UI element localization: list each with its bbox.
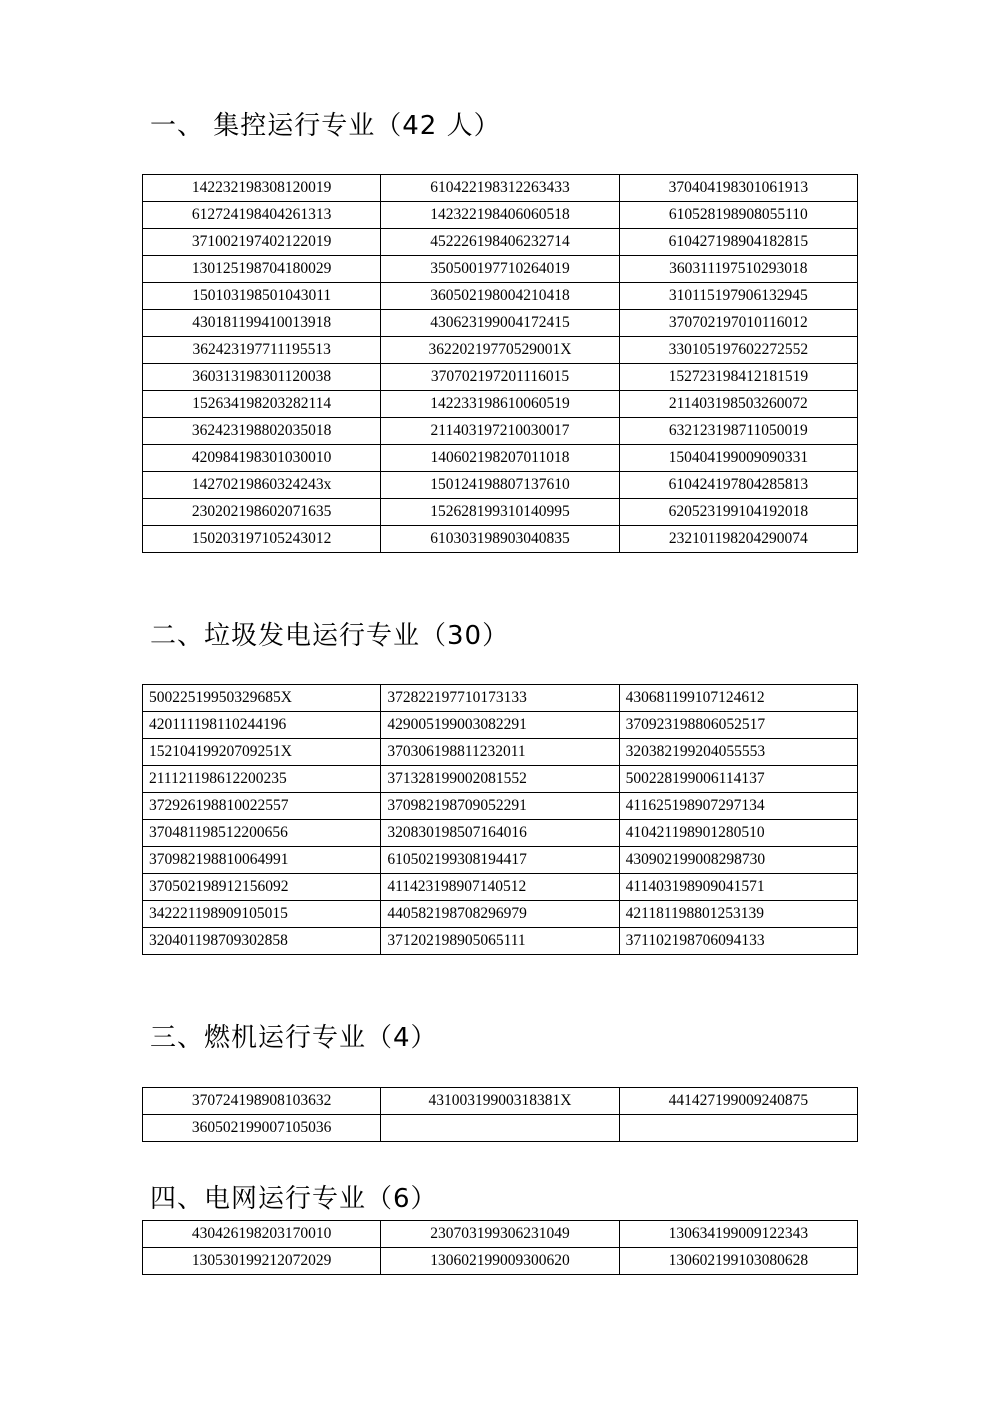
id-table-2 [142,684,858,955]
id-number-cell: 452226198406232714 [381,229,619,256]
id-number-cell: 150203197105243012 [143,526,381,553]
id-number-cell: 150404199009090331 [619,445,857,472]
table-row [143,283,858,310]
table-row [143,1115,858,1142]
id-number-cell: 371102198706094133 [619,928,857,955]
table-row [143,712,858,739]
id-number-cell: 232101198204290074 [619,526,857,553]
id-table-body [143,1221,858,1275]
id-number-cell: 370982198810064991 [143,847,381,874]
id-number-cell: 130530199212072029 [143,1248,381,1275]
id-number-cell: 362423198802035018 [143,418,381,445]
id-number-cell: 500228199006114137 [619,766,857,793]
id-number-cell: 370982198709052291 [381,793,619,820]
table-row [143,526,858,553]
id-table-body [143,1088,858,1142]
id-number-cell: 150124198807137610 [381,472,619,499]
id-number-cell: 310115197906132945 [619,283,857,310]
id-number-cell: 152723198412181519 [619,364,857,391]
table-row [143,847,858,874]
table-row [143,685,858,712]
id-number-cell: 370724198908103632 [143,1088,381,1115]
section-title-4: 四、电网运行专业（6） [150,1184,438,1214]
id-number-cell: 610502199308194417 [381,847,619,874]
id-number-cell: 612724198404261313 [143,202,381,229]
id-number-cell: 370481198512200656 [143,820,381,847]
id-number-cell: 410421198901280510 [619,820,857,847]
table-row [143,418,858,445]
id-number-cell: 15210419920709251X [143,739,381,766]
table-row [143,391,858,418]
id-number-cell: 370502198912156092 [143,874,381,901]
table-row [143,901,858,928]
id-number-cell: 350500197710264019 [381,256,619,283]
table-row [143,820,858,847]
section-title-1: 一、 集控运行专业（42 人） [150,111,501,141]
section-title-2: 二、垃圾发电运行专业（30） [150,621,510,651]
table-row [143,1088,858,1115]
id-number-cell: 360311197510293018 [619,256,857,283]
id-number-cell: 372926198810022557 [143,793,381,820]
id-number-cell: 230703199306231049 [381,1221,619,1248]
table-row [143,445,858,472]
id-number-cell: 43100319900318381X [381,1088,619,1115]
id-number-cell: 610424197804285813 [619,472,857,499]
table-row [143,793,858,820]
id-number-cell: 632123198711050019 [619,418,857,445]
id-number-cell: 371002197402122019 [143,229,381,256]
table-row [143,337,858,364]
section-title-3: 三、燃机运行专业（4） [150,1023,438,1053]
id-number-cell: 620523199104192018 [619,499,857,526]
id-number-cell: 14270219860324243x [143,472,381,499]
id-number-cell: 342221198909105015 [143,901,381,928]
table-row [143,874,858,901]
id-number-cell: 360502198004210418 [381,283,619,310]
table-row [143,1221,858,1248]
table-row [143,1248,858,1275]
table-row [143,766,858,793]
id-number-cell [381,1115,619,1142]
id-number-cell: 230202198602071635 [143,499,381,526]
id-table-body [143,175,858,553]
id-table-4 [142,1220,858,1275]
id-table-3 [142,1087,858,1142]
id-number-cell: 440582198708296979 [381,901,619,928]
id-number-cell: 420984198301030010 [143,445,381,472]
table-row [143,364,858,391]
id-number-cell: 152634198203282114 [143,391,381,418]
id-number-cell: 150103198501043011 [143,283,381,310]
id-number-cell: 429005199003082291 [381,712,619,739]
id-number-cell: 421181198801253139 [619,901,857,928]
id-number-cell: 411625198907297134 [619,793,857,820]
id-number-cell: 130125198704180029 [143,256,381,283]
id-number-cell: 211403198503260072 [619,391,857,418]
id-number-cell: 211403197210030017 [381,418,619,445]
id-number-cell: 610422198312263433 [381,175,619,202]
id-number-cell: 142233198610060519 [381,391,619,418]
id-table-body [143,685,858,955]
id-number-cell: 610427198904182815 [619,229,857,256]
id-number-cell: 610528198908055110 [619,202,857,229]
id-number-cell: 372822197710173133 [381,685,619,712]
id-number-cell: 130634199009122343 [619,1221,857,1248]
id-number-cell: 430681199107124612 [619,685,857,712]
id-number-cell: 142232198308120019 [143,175,381,202]
id-number-cell: 370306198811232011 [381,739,619,766]
id-number-cell: 371202198905065111 [381,928,619,955]
id-number-cell: 360502199007105036 [143,1115,381,1142]
id-number-cell: 430181199410013918 [143,310,381,337]
id-number-cell: 140602198207011018 [381,445,619,472]
id-number-cell [619,1115,857,1142]
id-table-1 [142,174,858,553]
id-number-cell: 360313198301120038 [143,364,381,391]
id-number-cell: 320830198507164016 [381,820,619,847]
id-number-cell: 370702197010116012 [619,310,857,337]
id-number-cell: 362423197711195513 [143,337,381,364]
id-number-cell: 430623199004172415 [381,310,619,337]
id-number-cell: 430902199008298730 [619,847,857,874]
id-number-cell: 411423198907140512 [381,874,619,901]
id-number-cell: 420111198110244196 [143,712,381,739]
id-number-cell: 610303198903040835 [381,526,619,553]
id-number-cell: 371328199002081552 [381,766,619,793]
table-row [143,202,858,229]
table-row [143,175,858,202]
id-number-cell: 36220219770529001X [381,337,619,364]
table-row [143,739,858,766]
table-row [143,472,858,499]
id-number-cell: 320382199204055553 [619,739,857,766]
id-number-cell: 130602199009300620 [381,1248,619,1275]
table-row [143,229,858,256]
id-number-cell: 330105197602272552 [619,337,857,364]
id-number-cell: 370923198806052517 [619,712,857,739]
id-number-cell: 130602199103080628 [619,1248,857,1275]
id-number-cell: 320401198709302858 [143,928,381,955]
id-number-cell: 142322198406060518 [381,202,619,229]
table-row [143,256,858,283]
table-row [143,928,858,955]
id-number-cell: 50022519950329685X [143,685,381,712]
id-number-cell: 430426198203170010 [143,1221,381,1248]
id-number-cell: 152628199310140995 [381,499,619,526]
id-number-cell: 370404198301061913 [619,175,857,202]
id-number-cell: 370702197201116015 [381,364,619,391]
id-number-cell: 411403198909041571 [619,874,857,901]
id-number-cell: 211121198612200235 [143,766,381,793]
id-number-cell: 441427199009240875 [619,1088,857,1115]
table-row [143,310,858,337]
table-row [143,499,858,526]
